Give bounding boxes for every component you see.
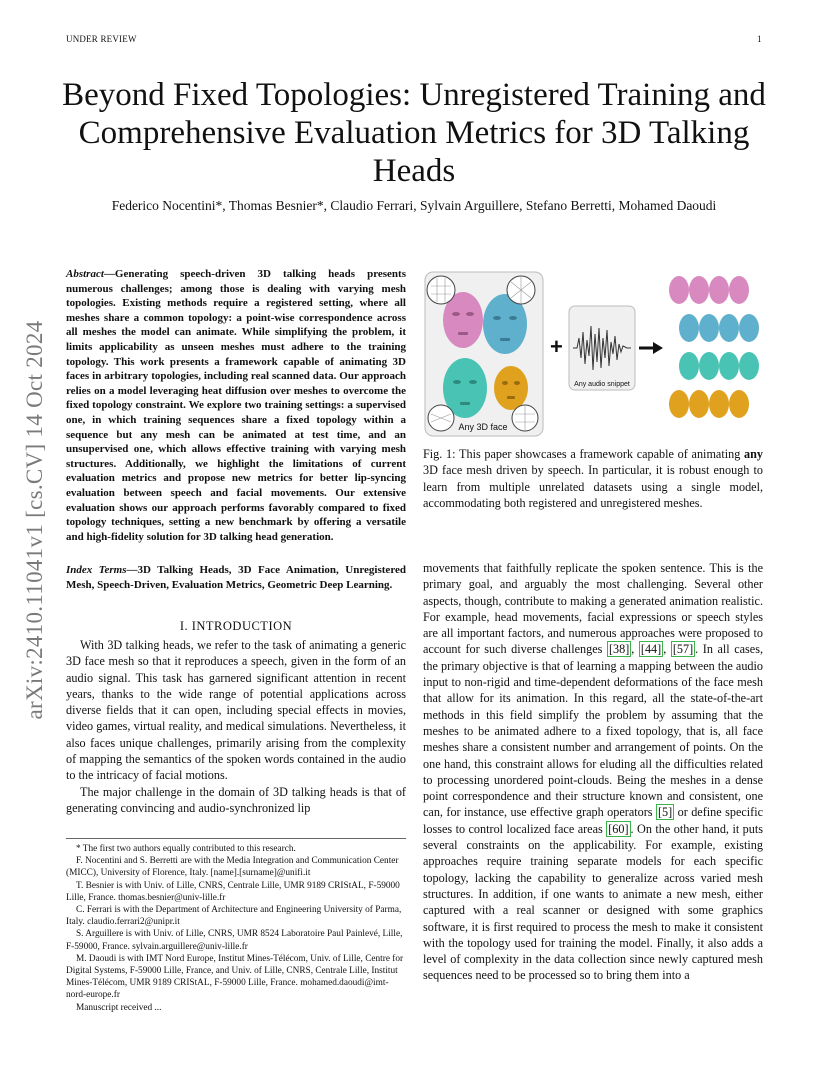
footnote: C. Ferrari is with the Department of Architecture and Engineering University of Parma, Italy. claudio.ferrari2@unipr.it: [66, 905, 402, 928]
caption-text: 3D face mesh driven by speech. In particular, it is robust enough to learn from multiple unrelated datasets using a single model, accommodating both registered and unregistered meshes.: [423, 463, 763, 510]
footnote: S. Arguillere is with Univ. of Lille, CNRS, UMR 8524 Laboratoire Paul Painlevé, Lille, F-59000, France. sylvain.arguillere@univ-lille.fr: [66, 929, 403, 952]
abstract: [66, 267, 406, 544]
running-header: UNDER REVIEW: [66, 34, 137, 44]
caption-text: Fig. 1: This paper showcases a framework capable of animating: [423, 447, 745, 461]
footnote: * The first two authors equally contributed to this research.: [76, 844, 296, 854]
footnote: Manuscript received ...: [76, 1002, 162, 1013]
intro-text: [66, 637, 406, 816]
body-text: movements that faithfully replicate the spoken sentence. This is the primary goal, and arguably the most challenging. Several other aspects, though, contribute to making a generated animation realistic. For example, head movements, facial expressions or speech styles are all important factors, and numerous approaches were proposed to account for such diverse challenges: [423, 561, 763, 657]
intro-paragraph-1: With 3D talking heads, we refer to the task of animating a generic 3D face mesh so that it reproduces a speech, given in the form of an audio signal. This task has garnered significant attention in recent years, thanks to the wide range of potential applications across diverse fields that it can open, including special effects in movies, video games, virtual reality, and medical simulations. Nevertheless, it also faces unique challenges, primarily arising from the complexity of mapping the semantics of the spoken words contained in the audio to the intricacy of facial motions.: [66, 638, 406, 783]
footnote: F. Nocentini and S. Berretti are with the Media Integration and Communication Center (MICC), University of Florence, Italy. [name].[surname]@unifi.it: [66, 856, 399, 879]
figure-1-illustration: [423, 268, 763, 440]
footnote: T. Besnier is with Univ. of Lille, CNRS, Centrale Lille, UMR 9189 CRIStAL, F-59000 Lille, France. thomas.besnier@univ-lille.fr: [66, 880, 400, 903]
body-text: . In all cases, the primary objective is that of learning a mapping between the audio input to non-rigid and time-dependent deformations of the face mesh that allow for its animation. In this regard, all the state-of-the-art methods in this field simplify the problem by assuming that the meshes to be animated adhere to a fixed topology, that is, all face meshes share a consistent number and arrangement of points. On the one hand, this constraint allows for eluding all the difficulties related to processing unordered point-clouds. Being the meshes in a dense point correspondence and their structure known and consistent, one can, for instance, use effective graph operators: [423, 642, 764, 820]
figure-1-caption: [423, 446, 763, 511]
index-terms-text: —3D Talking Heads, 3D Face Animation, Unregistered Mesh, Speech-Driven, Evaluation Metrics, Geometric Deep Learning.: [66, 564, 406, 591]
abstract-label: Abstract: [66, 268, 104, 280]
intro-paragraph-2: The major challenge in the domain of 3D talking heads is that of generating convincing and audio-synchronized lip: [66, 784, 406, 815]
output-face-grid: [669, 276, 759, 418]
page-number: 1: [757, 34, 762, 44]
footnote: M. Daoudi is with IMT Nord Europe, Institut Mines-Télécom, Univ. of Lille, Centre for Digital Systems, F-59000 Lille, France, and Univ. of Lille, CNRS, Centrale Lille, Institut Mines-Télécom, UMR 9189 CRIStAL, F-59000 Lille, France. mohamed.daoudi@imt-nord-europe.fr: [66, 953, 404, 1001]
author-list: Federico Nocentini*, Thomas Besnier*, Claudio Ferrari, Sylvain Arguillere, Stefano Berretti, Mohamed Daoudi: [111, 198, 717, 213]
any-face-label: Any 3D face: [458, 422, 508, 432]
citation-link[interactable]: [5]: [657, 805, 673, 820]
body-text: . On the other hand, it puts several constraints on the applicability. For example, existing approaches require training separate models for each specific topology, lacking the capability to generalize across varied mesh structures. In addition, if one wants to animate a new mesh, either captured with a real scanner or designed with some graphics software, it is first required to process the mesh to make it consistent with the topology used for training the model. Finally, it also adds a level of complexity in the data collection since newly captured mesh sequences need to be processed so to bring them into a: [423, 821, 763, 983]
citation-link[interactable]: [60]: [608, 821, 629, 836]
arxiv-stamp-text: arXiv:2410.11041v1 [cs.CV] 14 Oct 2024: [22, 320, 47, 720]
abstract-text: —Generating speech-driven 3D talking heads presents numerous challenges; among those is dealing with varying mesh topologies. Existing methods require a registered setting, where all meshes share a common topology: a point-wise correspondence across all meshes the model can animate. While simplifying the problem, it limits applicability as unseen meshes must adhere to the training topology. This work presents a framework capable of animating 3D faces in arbitrary topologies, including real scanned data. Our approach relies on a model leveraging heat diffusion over meshes to overcome the fixed topology constraint. We explore two training settings: a supervised one, in which training sequences share a fixed topology within a sequence but any mesh can be animated at test time, and an unsupervised one, which allows effective training with varying mesh structures. Additionally, we highlight the limitations of current evaluation metrics and propose new metrics for better lip-syncing evaluation between speech and facial movements. Our extensive evaluation shows our approach performs favorably compared to fixed topology techniques, setting a new benchmark by offering a versatile and high-fidelity solution for 3D talking head generation.: [66, 268, 406, 543]
body-text: or define specific losses to control localized face areas: [423, 805, 764, 836]
citation-link[interactable]: [38]: [608, 642, 630, 657]
index-terms-label: Index Terms: [66, 564, 127, 576]
caption-emphasis: any: [744, 447, 763, 461]
figure-1: [423, 268, 763, 440]
plus-sign: +: [550, 334, 563, 359]
footnote-rule: [66, 838, 406, 839]
orange-face: [494, 366, 528, 410]
right-column-text: movements that faithfully replicate the spoken sentence. This is the primary goal, and arguably the most challenging. Several other aspects, though, contribute to making a generated animation realistic. For example, head movements, facial expressions or speech styles are all important factors, and numerous approaches were proposed to account for such diverse challenges [38] , [44] , [57] . In all cases, the primary objective is that of learning a mapping between the audio input to non-rigid and time-dependent deformations of the face mesh that allow for its animation. In this regard, all the state-of-the-art methods in this field simplify the problem by assuming that the meshes to be animated adhere to a fixed topology, that is, all face meshes share a consistent number and arrangement of points. On the one hand, this constraint allows for eluding all the difficulties related to processing unordered point-clouds. Being the meshes in a dense point correspondence and their structure known and consistent, one can, for instance, use effective graph operators [5] or define specific losses to control localized face areas [60] . On the other hand, it puts several constraints on the applicability. For example, existing approaches require training separate models for each specific topology, lacking the capability to generalize across varied mesh structures. In addition, if one wants to animate a new mesh, either captured with a real scanner or designed with some graphics software, it is first required to process the mesh to make it consistent with the topology used for training the model. Finally, it also adds a level of complexity in the data collection since newly captured mesh sequences need to be processed so to bring them into a: [423, 561, 764, 983]
section-heading: I. INTRODUCTION: [179, 619, 293, 633]
paper-title: Beyond Fixed Topologies: Unregistered Training and Comprehensive Evaluation Metrics for 3D Talking Heads: [62, 77, 766, 189]
citation-link[interactable]: [57]: [672, 642, 694, 657]
citation-link[interactable]: [44]: [640, 642, 662, 657]
audio-label: Any audio snippet: [574, 381, 630, 388]
index-terms: [66, 563, 406, 592]
mesh-zoom-1: [427, 276, 455, 304]
footnotes: [66, 843, 406, 1014]
